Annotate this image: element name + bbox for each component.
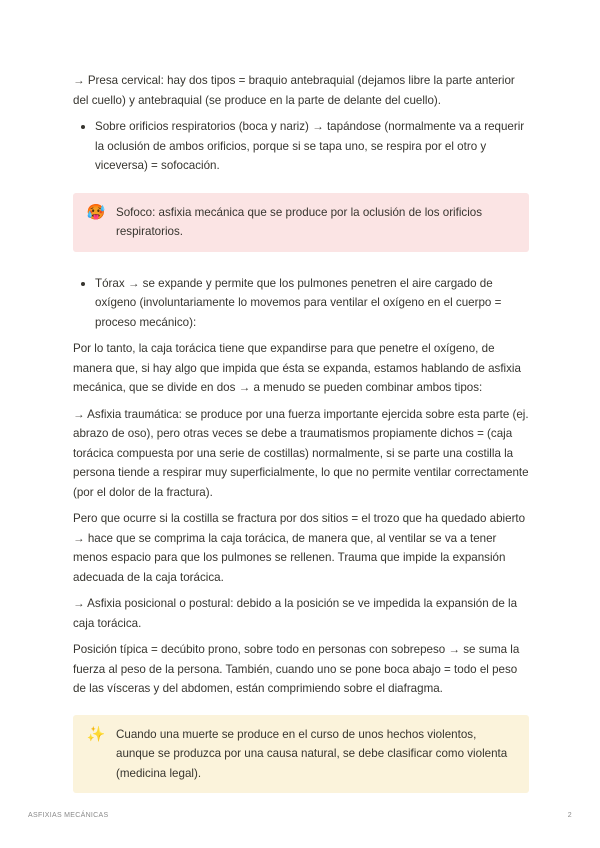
bullet-item-orificios bbox=[73, 117, 529, 176]
callout-sofoco bbox=[73, 193, 529, 252]
paragraph-presa-cervical: → Presa cervical: hay dos tipos = braquio antebraquial (dejamos libre la parte anterior del cuello) y antebraquial (se produce en la parte de delante del cuello). bbox=[73, 74, 515, 107]
bullet-dot bbox=[81, 282, 85, 286]
callout-sofoco-text: Sofoco: asfixia mecánica que se produce por la oclusión de los orificios respiratorios. bbox=[116, 205, 483, 238]
page-content bbox=[73, 71, 529, 793]
page-number: 2 bbox=[567, 812, 572, 819]
paragraph-posicion-tipica: Posición típica = decúbito prono, sobre todo en personas con sobrepeso → se suma la fuerza al peso de la persona. También, cuando uno se pone boca abajo = todo el peso de las vísceras y del abdomen, están comprimiendo sobre el diafragma. bbox=[73, 643, 520, 695]
bullet-text-torax: Tórax → se expande y permite que los pulmones penetren el aire cargado de oxígeno (involuntariamente lo movemos para ventilar el oxígeno en el cuerpo = proceso mecánico): bbox=[95, 276, 502, 329]
hot-face-icon: 🥵 bbox=[86, 203, 106, 221]
bullet-dot bbox=[81, 125, 85, 129]
paragraph-asfixia-posicional: → Asfixia posicional o postural: debido a la posición se ve impedida la expansión de la caja torácica. bbox=[73, 597, 518, 630]
footer-title: ASFIXIAS MECÁNICAS bbox=[28, 812, 109, 819]
bullet-item-torax bbox=[73, 274, 529, 333]
paragraph-asfixia-traumatica: → Asfixia traumática: se produce por una fuerza importante ejercida sobre esta parte (ej. abrazo de oso), pero otras veces se debe a traumatismos propiamente dichos = (caja torácica compuesta por una serie de costillas) normalmente, si se parte una costilla la persona tiende a respirar muy superficialmente, lo que no permite ventilar correctamente (por el dolor de la fractura). bbox=[73, 407, 529, 499]
bullet-text-orificios: Sobre orificios respiratorios (boca y nariz) → tapándose (normalmente va a requerir la oclusión de ambos orificios, porque si se tapa uno, se respira por el otro y viceversa) = sofocación. bbox=[95, 120, 525, 172]
callout-muerte-violenta bbox=[73, 715, 529, 794]
sparkles-icon: ✨ bbox=[86, 725, 106, 743]
callout-muerte-text: Cuando una muerte se produce en el curso de unos hechos violentos, aunque se produzca por una causa natural, se debe clasificar como violenta (medicina legal). bbox=[116, 727, 508, 780]
paragraph-costilla: Pero que ocurre si la costilla se fractura por dos sitios = el trozo que ha quedado abierto → hace que se comprima la caja torácica, de manera que, al ventilar se va a tener menos espacio para que los pulmones se rellenen. Trauma que impide la expansión adecuada de la caja torácica. bbox=[73, 512, 526, 584]
page-footer bbox=[28, 812, 572, 819]
paragraph-caja-toracica: Por lo tanto, la caja torácica tiene que expandirse para que penetre el oxígeno, de manera que, si hay algo que impida que ésta se expanda, estamos hablando de asfixia mecánica, que se divide en dos → a menudo se pueden combinar ambos tipos: bbox=[73, 342, 521, 394]
